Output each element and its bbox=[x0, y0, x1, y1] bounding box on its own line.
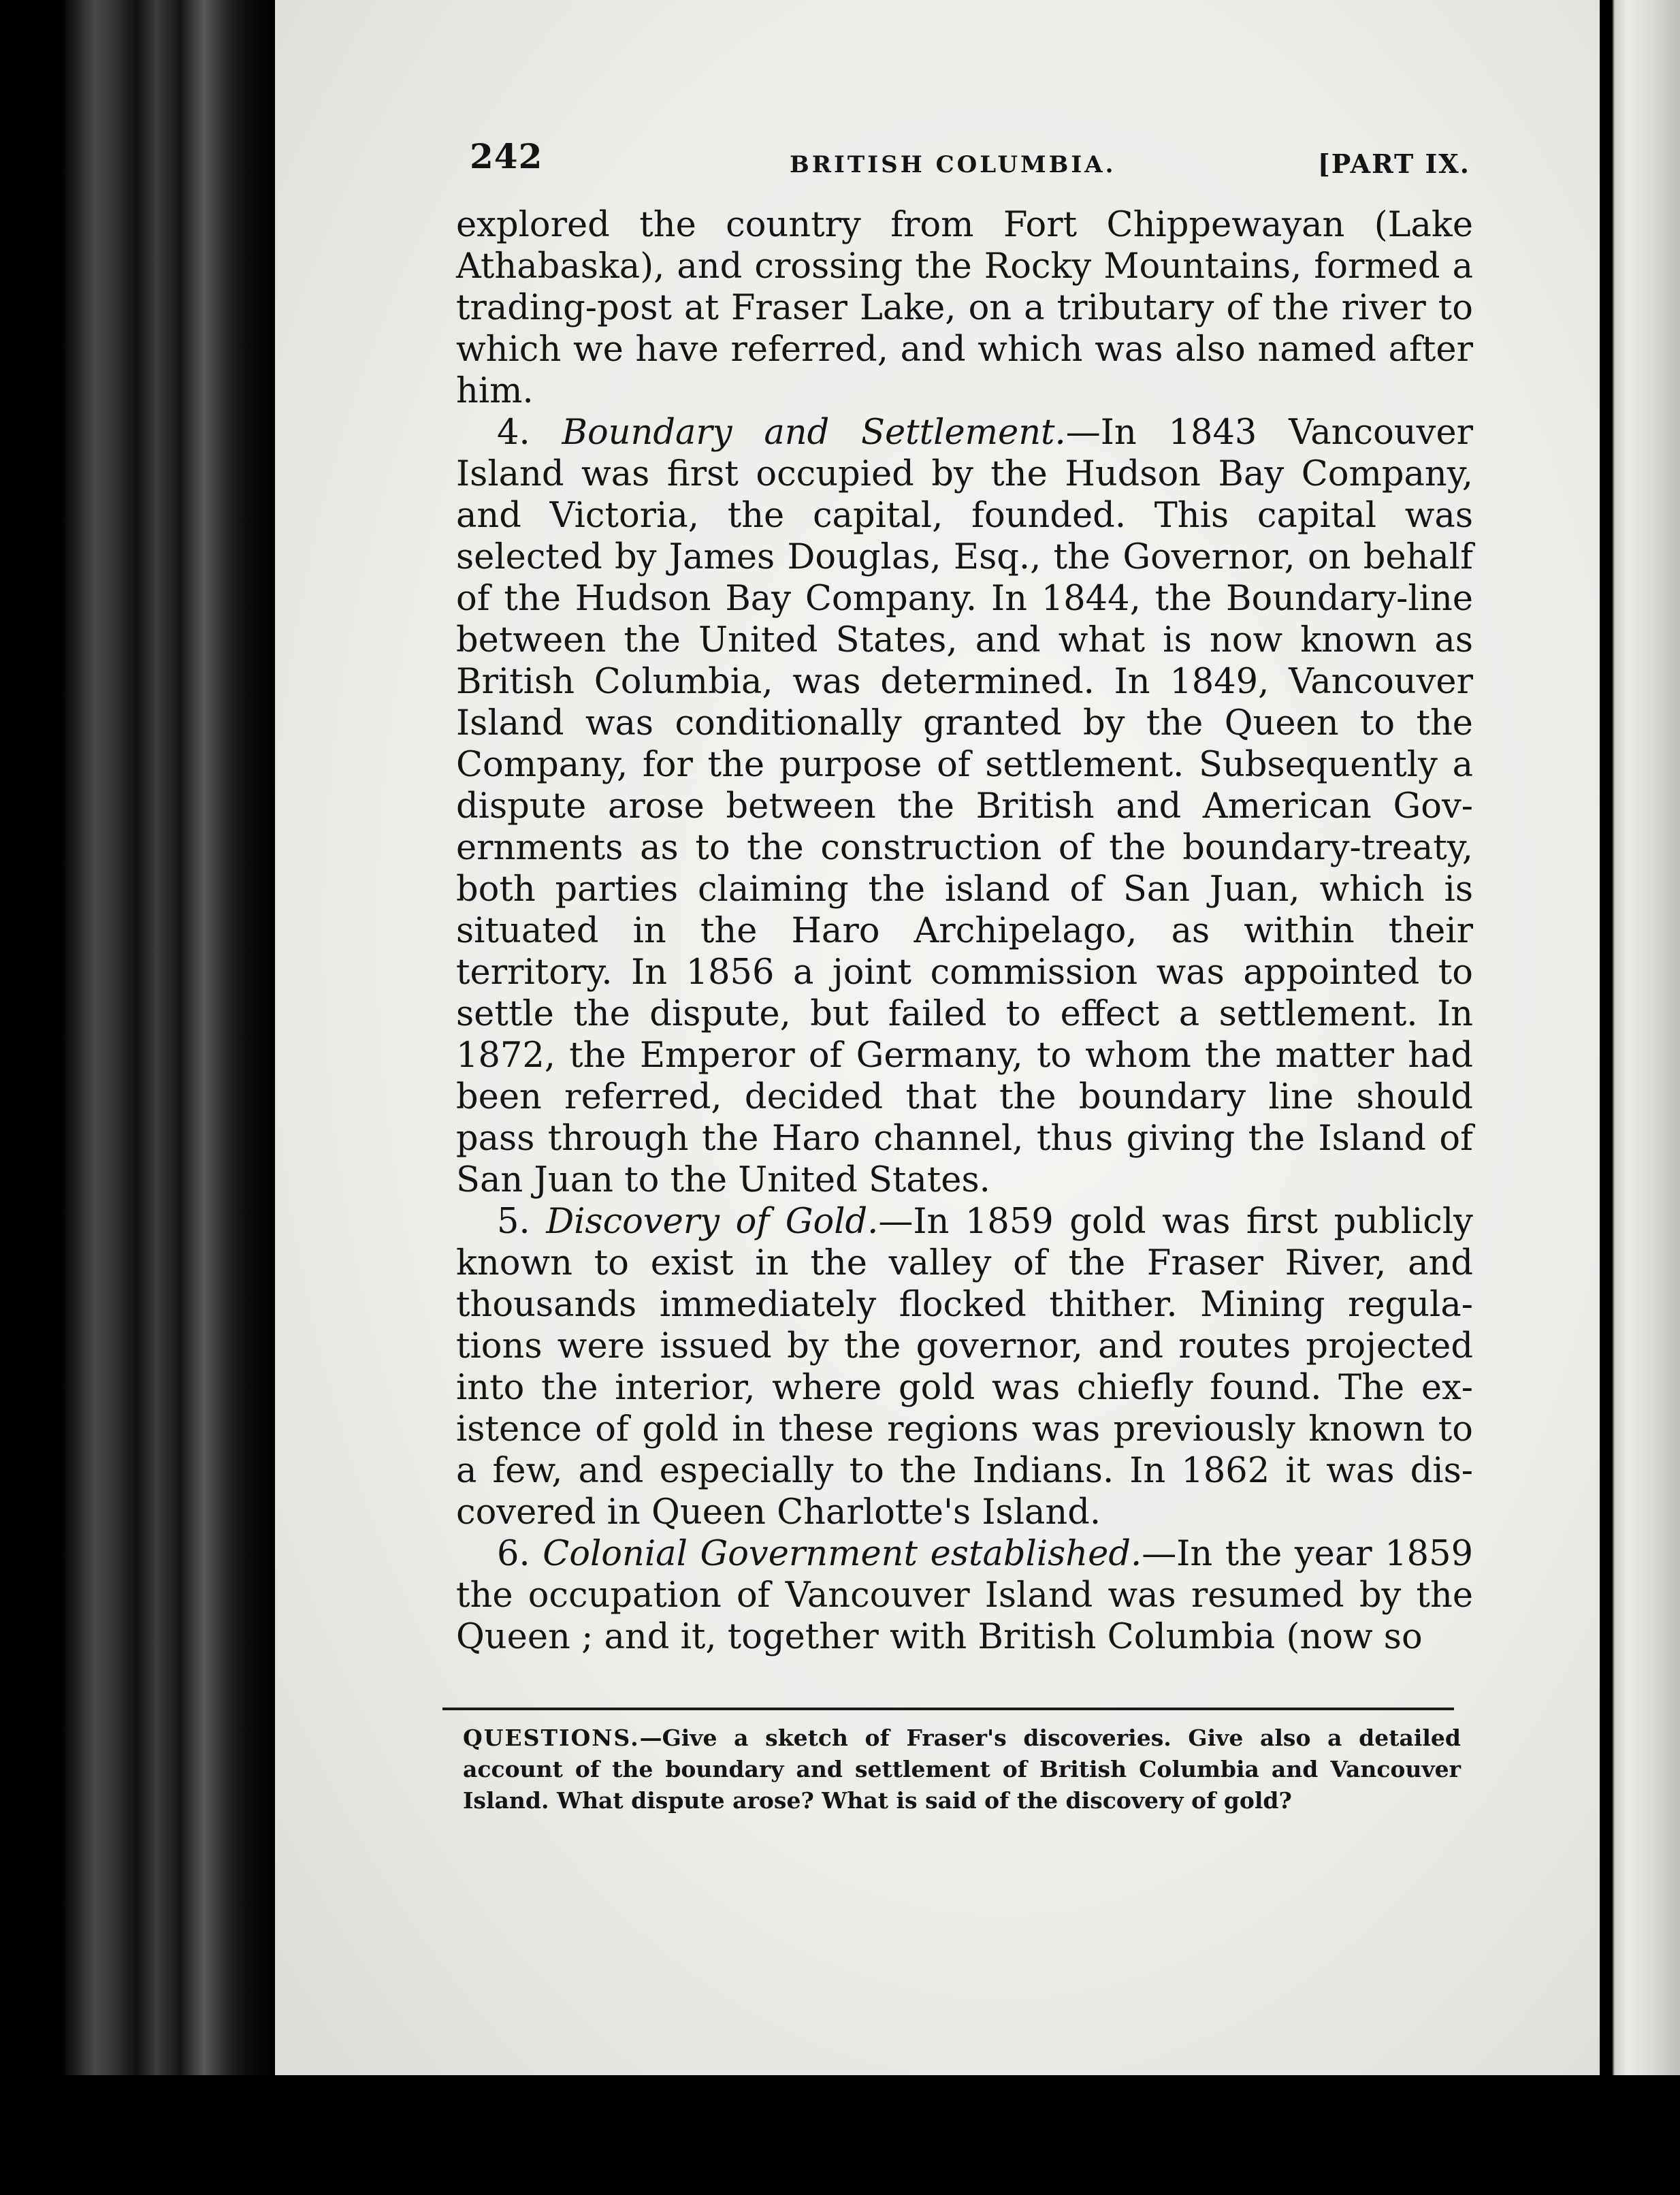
page-number: 242 bbox=[470, 136, 543, 176]
scan-bottom-border bbox=[0, 2075, 1680, 2195]
section-number: 5. bbox=[497, 1202, 530, 1242]
continuation-paragraph: explored the country from Fort Chippewayan (Lake Athabaska), and crossing the Rocky Mountains, formed a trading-post at Fraser Lake, on a tributary of the river to which we have referred, and which was also named after him. bbox=[456, 205, 1473, 411]
body-text bbox=[456, 204, 1473, 1658]
section-heading: Boundary and Settlement. bbox=[562, 413, 1066, 453]
footnote-divider bbox=[442, 1708, 1454, 1710]
section-colonial-government bbox=[456, 1533, 1473, 1658]
section-number: 6. bbox=[497, 1534, 530, 1574]
questions-footnote bbox=[463, 1723, 1461, 1816]
book-spine bbox=[0, 0, 272, 2195]
page-header bbox=[470, 136, 1470, 197]
section-heading: Colonial Government established. bbox=[543, 1534, 1142, 1574]
section-text: —In 1859 gold was first publicly known to exist in the valley of the Fraser River, and thousands immediately flocked thither. Mining regulations were issued by the governor, and routes projected into the interior, where gold was chiefly found. The existence of gold in these regions was previously known to a few, and especially to the Indians. In 1862 it was discovered in Queen Charlotte's Island. bbox=[456, 1202, 1473, 1533]
questions-label: QUESTIONS. bbox=[463, 1725, 640, 1751]
section-heading: Discovery of Gold. bbox=[546, 1202, 879, 1242]
section-text: —In 1843 Vancouver Island was first occupied by the Hudson Bay Company, and Victoria, the capital, founded. This capital was selected by James Douglas, Esq., the Governor, on behalf of the Hudson Bay Company. In 1844, the Boundary-line between the United States, and what is now known as British Columbia, was determined. In 1849, Vancouver Island was conditionally granted by the Queen to the Company, for the purpose of settlement. Subsequently a dispute arose between the British and American Governments as to the construction of the boundary-treaty, both parties claiming the island of San Juan, which is situated in the Haro Archipelago, as within their territory. In 1856 a joint commission was appointed to settle the dispute, but failed to effect a settlement. In 1872, the Emperor of Germany, to whom the matter had been referred, decided that the boundary line should pass through the Haro channel, thus giving the Island of San Juan to the United States. bbox=[456, 413, 1474, 1200]
facing-page-edge bbox=[1600, 0, 1680, 2195]
questions-text: —Give a sketch of Fraser's discoveries. Give also a detailed account of the boundary and settlement of British Columbia and Vancouver Island. What dispute arose? What is said of the discovery of gold? bbox=[463, 1725, 1461, 1814]
section-number: 4. bbox=[497, 413, 530, 453]
section-discovery-of-gold bbox=[456, 1201, 1473, 1533]
running-head: BRITISH COLUMBIA. bbox=[790, 151, 1116, 178]
section-boundary-settlement bbox=[456, 412, 1473, 1201]
section-text: —In the year 1859 the occupation of Vancouver Island was resumed by the Queen ; and it, together with British Columbia (now so bbox=[456, 1534, 1474, 1657]
part-label: [PART IX. bbox=[1317, 148, 1470, 179]
